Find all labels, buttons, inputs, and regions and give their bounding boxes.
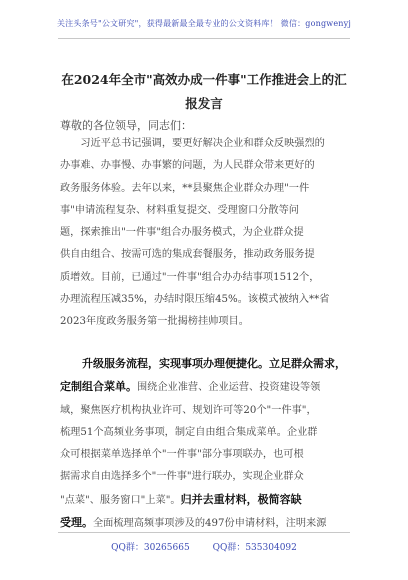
footer-divider bbox=[58, 532, 350, 533]
footer bbox=[0, 540, 408, 553]
top-banner[interactable]: 关注头条号"公文研究"，获得最新最全最专业的公文资料库！ 微信：gongwenyj bbox=[56, 19, 352, 28]
paragraph-intro: 习近平总书记强调，要更好解决企业和群众反映强烈的 办事难、办事慢、办事繁的问题，为人民群众带来更好的 政务服务体验。去年以来，**县聚焦企业群众办理"一件 事"申请流程复杂、材料重复提交、受理窗口分散等问 题，探索推出"一件事"组合办服务模式，为企业群众提 供自由组合、按需可选的集成套餐服务，推动政务服务提 质增效。目前，已通过"一件事"组合办办结事项1512个， 办理流程压减35%，办结时限压缩45%。该模式被纳入**省 2023年度政务服务第一批揭榜挂帅项目。 bbox=[60, 138, 330, 328]
paragraph-service-flow bbox=[60, 353, 356, 535]
document-title: 在2024年全市"高效办成一件事"工作推进会上的汇报发言 bbox=[61, 72, 347, 111]
paragraph-body: 围绕企业准营、企业运营、投资建设等领 域，聚焦医疗机构执业许可、规划许可等20个"一件事"， 梳理51个高频业务事项，制定自由组合集成菜单。企业群 众可根据菜单选择单个"一件事"部分事项联办，也可根 据需求自由选择多个"一件事"进行联办，实现企业群众 "点菜"、服务窗口"上菜"。 bbox=[60, 382, 321, 506]
paragraph-heading-lead: 升级服务流程，实现事项办理便捷化。立足群众需求， 定制组合菜单。 bbox=[60, 357, 346, 394]
paragraph-tail: 全面梳理高频事项涉及的497份申请材料，注明来源 bbox=[93, 518, 327, 530]
footer-qq-group-2[interactable]: QQ群：535304092 bbox=[212, 543, 297, 553]
paragraph-heading-secondary: 归并去重材料，极简容缺 受理。 bbox=[60, 492, 302, 530]
salutation: 尊敬的各位领导，同志们： bbox=[60, 119, 192, 132]
footer-qq-group-1[interactable]: QQ群：30265665 bbox=[111, 543, 190, 553]
header-divider bbox=[58, 38, 350, 39]
